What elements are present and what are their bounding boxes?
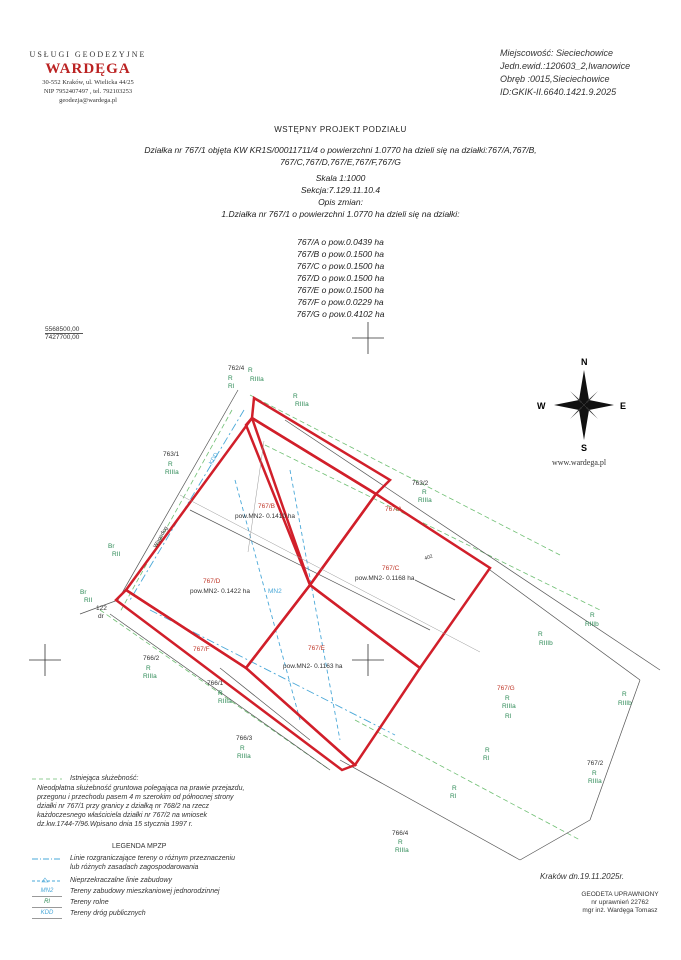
- map-label: RII: [112, 551, 121, 558]
- map-label: RIIIa: [395, 847, 409, 854]
- company-name: USŁUGI GEODEZYJNE: [29, 50, 147, 59]
- legend-easement-text: każdoczesnego właściciela działki nr 767/2 na wniosek: [37, 812, 208, 819]
- changes-label: Opis zmian:: [318, 197, 363, 207]
- list-item: 767/F o pow.0.0229 ha: [297, 297, 384, 307]
- legend-easement-text: dz.kw.1744-7/96.Wpisano dnia 15 stycznia 1997 r.: [37, 821, 193, 828]
- map-label: RIIIa: [218, 698, 232, 705]
- compass-n: N: [581, 357, 588, 367]
- list-item: 767/G o pow.0.4102 ha: [296, 309, 385, 319]
- map-label: R: [538, 631, 543, 638]
- map-label: RIIIa: [237, 753, 251, 760]
- boundary-line: [590, 680, 640, 820]
- map-label: RII: [84, 597, 93, 604]
- legend-r-symbol: Rl: [32, 898, 62, 908]
- parcel-767-B-area: pow.MN2- 0.1410 ha: [235, 513, 295, 520]
- dimension-label: 402: [423, 553, 434, 562]
- meta-precinct: Obręb :0015,Sieciechowice: [500, 74, 610, 84]
- parcel-767-D-label: 767/D: [203, 578, 221, 585]
- company-logo: WARDĘGA: [45, 61, 131, 77]
- map-label: Rl: [505, 713, 512, 720]
- map-label: RIIIa: [418, 497, 432, 504]
- dimension-line: [248, 441, 264, 552]
- parcel-122-label: 122: [96, 605, 107, 612]
- map-label-wagodog: Wągodog: [152, 525, 170, 549]
- section-label: Sekcja:7.129.11.10.4: [300, 185, 381, 195]
- legend-row: [32, 898, 109, 908]
- easement-line: [100, 610, 330, 770]
- list-item: 767/B o pow.0.1500 ha: [297, 249, 384, 259]
- map-label: R: [485, 747, 490, 754]
- parcel-762-4-label: 762/4: [228, 365, 245, 372]
- map-label-mn2: MN2: [268, 588, 282, 595]
- compass-e: E: [620, 401, 627, 411]
- boundary-line: [520, 820, 590, 860]
- map-labels: [80, 365, 632, 854]
- boundary-line: [220, 668, 310, 740]
- company-email: geodezja@wardega.pl: [59, 97, 117, 104]
- legend-row: [32, 876, 172, 885]
- compass-s: S: [581, 443, 588, 453]
- map-label: RIIIb: [539, 640, 553, 647]
- map-label: R: [398, 839, 403, 846]
- map-label: RIIIa: [143, 673, 157, 680]
- meta-unit: Jedn.ewid.:120603_2,Iwanowice: [500, 61, 631, 71]
- map-label: RIIIa: [165, 469, 179, 476]
- map-label: Rl: [450, 793, 457, 800]
- page-title: WSTĘPNY PROJEKT PODZIAŁU: [274, 125, 407, 134]
- parcel-767-D-area: pow.MN2- 0.1422 ha: [190, 588, 250, 595]
- legend-item: Tereny rolne: [70, 899, 109, 906]
- parcel-766-4-label: 766/4: [392, 830, 409, 837]
- parcel-767-C-label: 767/C: [382, 565, 400, 572]
- compass-needle: [554, 400, 584, 410]
- boundary-line: [118, 390, 238, 600]
- legend-item: Linie rozgraniczające tereny o różnym przeznaczeniu: [70, 855, 235, 862]
- easement-line: [250, 395, 560, 555]
- map-label-kdd: KDD: [208, 452, 221, 466]
- map-label: RIIIb: [618, 700, 632, 707]
- map-label: RIIIa: [502, 703, 516, 710]
- mpzp-line: [290, 470, 340, 740]
- legend-line-symbol: [32, 854, 62, 863]
- compass-needle: [584, 400, 614, 410]
- map-label: RIIIa: [250, 376, 264, 383]
- signature-date: Kraków dn.19.11.2025r.: [540, 872, 625, 881]
- boundary-line: [490, 570, 640, 680]
- legend-mn2-symbol: MN2: [32, 887, 62, 897]
- boundary-line: [415, 580, 455, 600]
- map-label: RIIIb: [585, 621, 599, 628]
- legend-easement-row: [32, 774, 138, 783]
- map-label: R: [505, 695, 510, 702]
- legend-kdd-symbol: KDD: [32, 909, 62, 919]
- map-label: R: [592, 770, 597, 777]
- map-label: R: [168, 461, 173, 468]
- legend-item: Nieprzekraczalne linie zabudowy: [70, 877, 172, 884]
- legend-building-line-symbol: [32, 876, 62, 885]
- parcel-767-E-area: pow.MN2- 0.1163 ha: [283, 663, 343, 670]
- map-label: Br: [80, 589, 87, 596]
- parcel-767-A-label: 767/A: [385, 506, 402, 513]
- map-label: R: [622, 691, 627, 698]
- signature-block: [540, 872, 680, 915]
- grid-crosses: [29, 322, 384, 676]
- signature-title: GEODETA UPRAWNIONY: [581, 891, 659, 898]
- parcel-767-F-label: 767/F: [193, 646, 210, 653]
- legend-item: Tereny zabudowy mieszkaniowej jednorodzinnej: [70, 888, 220, 895]
- legend-row: [32, 887, 220, 897]
- easement-line: [265, 445, 600, 610]
- map-label: R: [452, 785, 457, 792]
- coord-y: 7427700,00: [45, 334, 80, 341]
- website-link[interactable]: www.wardega.pl: [552, 458, 607, 467]
- parcel-763-1-label: 763/1: [163, 451, 180, 458]
- legend-easement-symbol: [32, 774, 62, 783]
- map-label: R: [248, 367, 253, 374]
- meta-id: ID:GKIK-II.6640.1421.9.2025: [500, 87, 617, 97]
- easement-line: [355, 720, 580, 840]
- map-label: Br: [108, 543, 115, 550]
- map-label: R: [228, 375, 233, 382]
- company-phone: NIP 7952407497 , tel. 792103253: [43, 88, 133, 95]
- coord-x: 5568500,00: [45, 326, 83, 334]
- parcel-766-2-label: 766/2: [143, 655, 160, 662]
- map-label: R: [590, 612, 595, 619]
- map-label: R: [218, 690, 223, 697]
- list-item: 767/A o pow.0.0439 ha: [297, 237, 384, 247]
- legend-item: Tereny dróg publicznych: [70, 910, 146, 917]
- map-label: R: [293, 393, 298, 400]
- compass-needle: [579, 370, 589, 405]
- title-line-2: 767/C,767/D,767/E,767/F,767/G: [280, 157, 401, 167]
- description-label: 1.Działka nr 767/1 o powierzchni 1.0770 ha dzieli się na działki:: [221, 209, 460, 219]
- parcel-767-E-label: 767/E: [308, 645, 325, 652]
- list-item: 767/E o pow.0.1500 ha: [297, 285, 384, 295]
- map-label: Rl: [483, 755, 490, 762]
- parcel-763-2-label: 763/2: [412, 480, 429, 487]
- parcel-766-3-label: 766/3: [236, 735, 253, 742]
- easement-lines: [100, 395, 600, 840]
- legend-item: lub różnych zasadach zagospodarowania: [70, 864, 199, 871]
- map-label: Rl: [228, 383, 235, 390]
- meta-locality: Miejscowość: Sieciechowice: [500, 48, 614, 58]
- compass-needle: [579, 405, 589, 440]
- legend-row: [32, 909, 146, 919]
- map-label: RIIIa: [295, 401, 309, 408]
- legend-easement-text: Nieodpłatna służebność gruntowa polegająca na prawie przejazdu,: [37, 785, 245, 792]
- parcel-766-1-label: 766/1: [207, 680, 224, 687]
- parcel-122-sub: dr: [98, 613, 104, 620]
- parcel-767-G-label: 767/G: [497, 685, 515, 692]
- compass-w: W: [537, 401, 546, 411]
- legend-easement-text: działki nr 767/1 przy granicy z działką nr 768/2 na rzecz: [37, 803, 209, 810]
- parcel-767-B-label: 767/B: [258, 503, 275, 510]
- parcel-767-C-area: pow.MN2- 0.1168 ha: [355, 575, 415, 582]
- legend-row: [32, 854, 235, 872]
- scale-label: Skala 1:1000: [315, 173, 366, 183]
- parcel-767-B-border: [246, 418, 376, 585]
- signature-name: mgr inż. Wardęga Tomasz: [582, 907, 658, 914]
- legend-mpzp-title: LEGENDA MPZP: [112, 843, 167, 850]
- map-label: R: [240, 745, 245, 752]
- boundary-line: [340, 760, 520, 860]
- list-item: 767/D o pow.0.1500 ha: [296, 273, 385, 283]
- parcel-767-2-label: 767/2: [587, 760, 604, 767]
- map-label: R: [422, 489, 427, 496]
- dimension-lines: [180, 441, 480, 652]
- compass-rose: [537, 357, 626, 453]
- list-item: 767/C o pow.0.1500 ha: [296, 261, 385, 271]
- map-label: R: [146, 665, 151, 672]
- map-label: RIIIa: [588, 778, 602, 785]
- title-line-1: Działka nr 767/1 objęta KW KR1S/00011711/4 o powierzchni 1.0770 ha dzieli się na działki:767/A,767/B,: [144, 145, 537, 155]
- company-address: 30-552 Kraków, ul. Wielicka 44/25: [42, 79, 134, 86]
- dimension-line: [180, 495, 480, 652]
- legend-easement-title: Istniejąca służebność:: [70, 775, 139, 782]
- signature-number: nr uprawnień 22762: [591, 899, 649, 906]
- legend-easement-text: przegonu i przechodu pasem 4 m szerokim od północnej strony: [37, 794, 234, 801]
